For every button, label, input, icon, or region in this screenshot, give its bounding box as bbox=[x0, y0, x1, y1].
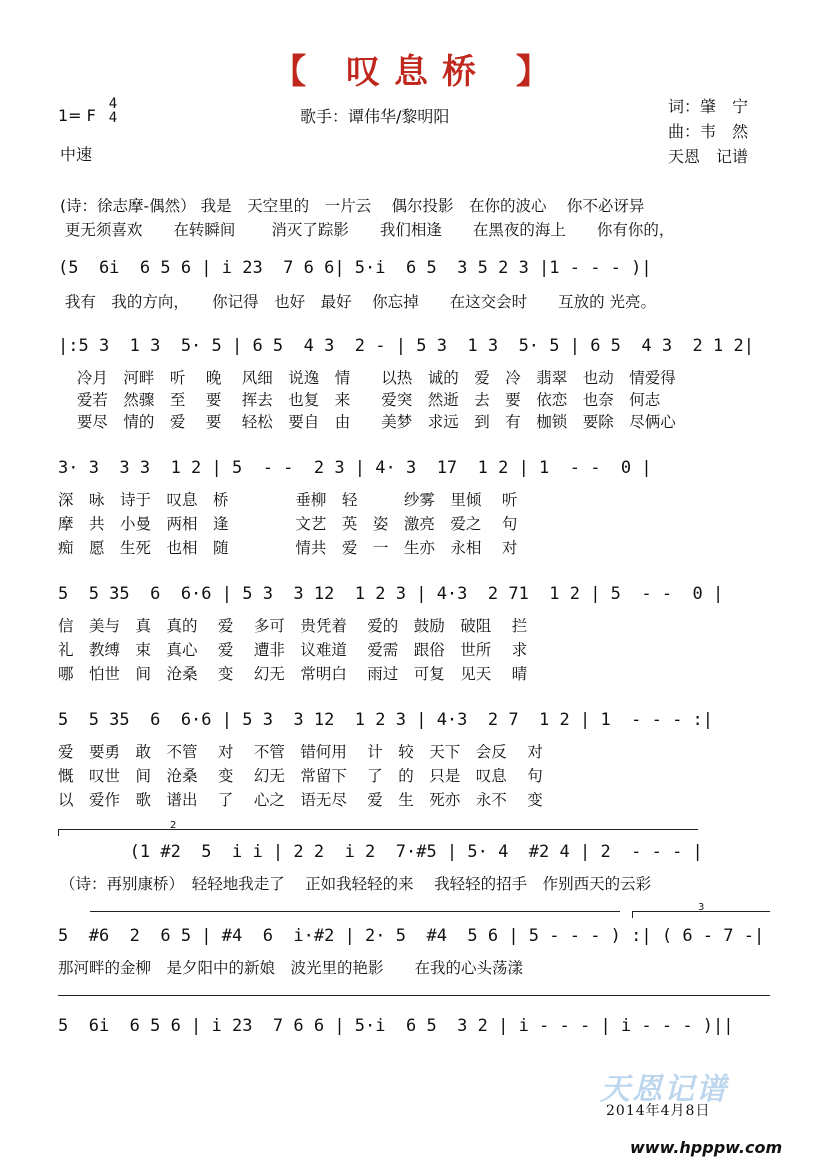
lyric-line: 爱若 然骤 至 要 挥去 也复 来 爱突 然逝 去 要 依恋 也奈 何志 bbox=[72, 391, 661, 409]
notation-line: 5 6i 6 5 6 | i 23 7 6 6 | 5·i 6 5 3 2 | i - - - | i - - - )|| bbox=[58, 1016, 734, 1036]
key-signature: 1= F bbox=[58, 106, 96, 125]
composer-credit: 曲：韦 然 bbox=[668, 122, 749, 141]
transcription-date: 2014年4月8日 bbox=[606, 1103, 711, 1119]
volta-bracket bbox=[58, 995, 770, 996]
volta-number: 2 bbox=[170, 820, 177, 831]
site-url: www.hpppw.com bbox=[630, 1138, 783, 1157]
volta-bracket bbox=[58, 829, 698, 830]
song-title: 【 叹息桥 】 bbox=[272, 52, 564, 92]
notation-line: |:5 3 1 3 5· 5 | 6 5 4 3 2 - | 5 3 1 3 5· 5 | 6 5 4 3 2 1 2| bbox=[58, 336, 754, 356]
time-signature bbox=[106, 97, 120, 125]
watermark-logo: 天恩记谱 bbox=[600, 1072, 728, 1107]
volta-bracket bbox=[90, 911, 620, 912]
volta-number: 3 bbox=[698, 902, 705, 913]
lyric-line: 礼 教缚 束 真心 爱 遭非 议难道 爱需 跟俗 世所 求 bbox=[58, 641, 528, 659]
tempo-marking: 中速 bbox=[60, 145, 93, 164]
volta-tick bbox=[58, 829, 59, 836]
time-denominator: 4 bbox=[108, 110, 118, 126]
lyric-line: 要尽 情的 爱 要 轻松 要自 由 美梦 求远 到 有 枷锁 要除 尽俩心 bbox=[72, 413, 676, 431]
lyric-line: 冷月 河畔 听 晚 风细 说逸 情 以热 诚的 爱 冷 翡翠 也动 情爱得 bbox=[72, 369, 676, 387]
lyric-line: 哪 怕世 间 沧桑 变 幻无 常明白 雨过 可复 见天 晴 bbox=[58, 665, 528, 683]
transcriber-credit: 天恩 记谱 bbox=[668, 147, 749, 166]
lyric-line: 信 美与 真 真的 爱 多可 贵凭着 爱的 鼓励 破阻 拦 bbox=[58, 617, 528, 635]
time-numerator: 4 bbox=[108, 96, 118, 112]
notation-line: 5 #6 2 6 5 | #4 6 i·#2 | 2· 5 #4 5 6 | 5 - - - ) :| ( 6 - 7 -| bbox=[58, 926, 765, 946]
lyric-line: 更无须喜欢 在转瞬间 消灭了踪影 我们相逢 在黑夜的海上 你有你的， bbox=[60, 221, 675, 239]
notation-line: 5 5 35 6 6·6 | 5 3 3 12 1 2 3 | 4·3 2 7 1 2 | 1 - - - :| bbox=[58, 710, 714, 730]
notation-line: (5 6i 6 5 6 | i 23 7 6 6| 5·i 6 5 3 5 2 3 |1 - - - )| bbox=[58, 258, 652, 278]
lyric-line: 慨 叹世 间 沧桑 变 幻无 常留下 了 的 只是 叹息 句 bbox=[58, 767, 543, 785]
lyric-line: 那河畔的金柳 是夕阳中的新娘 波光里的艳影 在我的心头荡漾 bbox=[58, 959, 524, 977]
lyric-line: 以 爱作 歌 谱出 了 心之 语无尽 爱 生 死亦 永不 变 bbox=[58, 791, 543, 809]
lyric-line: （诗：再别康桥） 轻轻地我走了 正如我轻轻的来 我轻轻的招手 作别西天的云彩 bbox=[60, 875, 652, 893]
lyric-line: 摩 共 小曼 两相 逢 文艺 英 姿 激亮 爱之 句 bbox=[58, 515, 518, 533]
singer-credit: 歌手：谭伟华/黎明阳 bbox=[300, 107, 450, 126]
notation-line: 5 5 35 6 6·6 | 5 3 3 12 1 2 3 | 4·3 2 71 1 2 | 5 - - 0 | bbox=[58, 584, 724, 604]
lyric-line: 我有 我的方向， 你记得 也好 最好 你忘掉 在这交会时 互放的 光亮。 bbox=[60, 293, 657, 311]
notation-line: 3· 3 3 3 1 2 | 5 - - 2 3 | 4· 3 17 1 2 | 1 - - 0 | bbox=[58, 458, 652, 478]
lyric-line: (诗：徐志摩-偶然） 我是 天空里的 一片云 偶尔投影 在你的波心 你不必讶异 bbox=[60, 197, 645, 215]
lyric-line: 爱 要勇 敢 不管 对 不管 错何用 计 较 天下 会反 对 bbox=[58, 743, 543, 761]
lyricist-credit: 词：肇 宁 bbox=[668, 97, 749, 116]
lyric-line: 痴 愿 生死 也相 随 情共 爱 一 生亦 永相 对 bbox=[58, 539, 518, 557]
volta-tick bbox=[632, 911, 633, 918]
notation-line: (1 #2 5 i i | 2 2 i 2 7·#5 | 5· 4 #2 4 | 2 - - - | bbox=[58, 842, 703, 862]
lyric-line: 深 咏 诗于 叹息 桥 垂柳 轻 纱雾 里倾 听 bbox=[58, 491, 518, 509]
